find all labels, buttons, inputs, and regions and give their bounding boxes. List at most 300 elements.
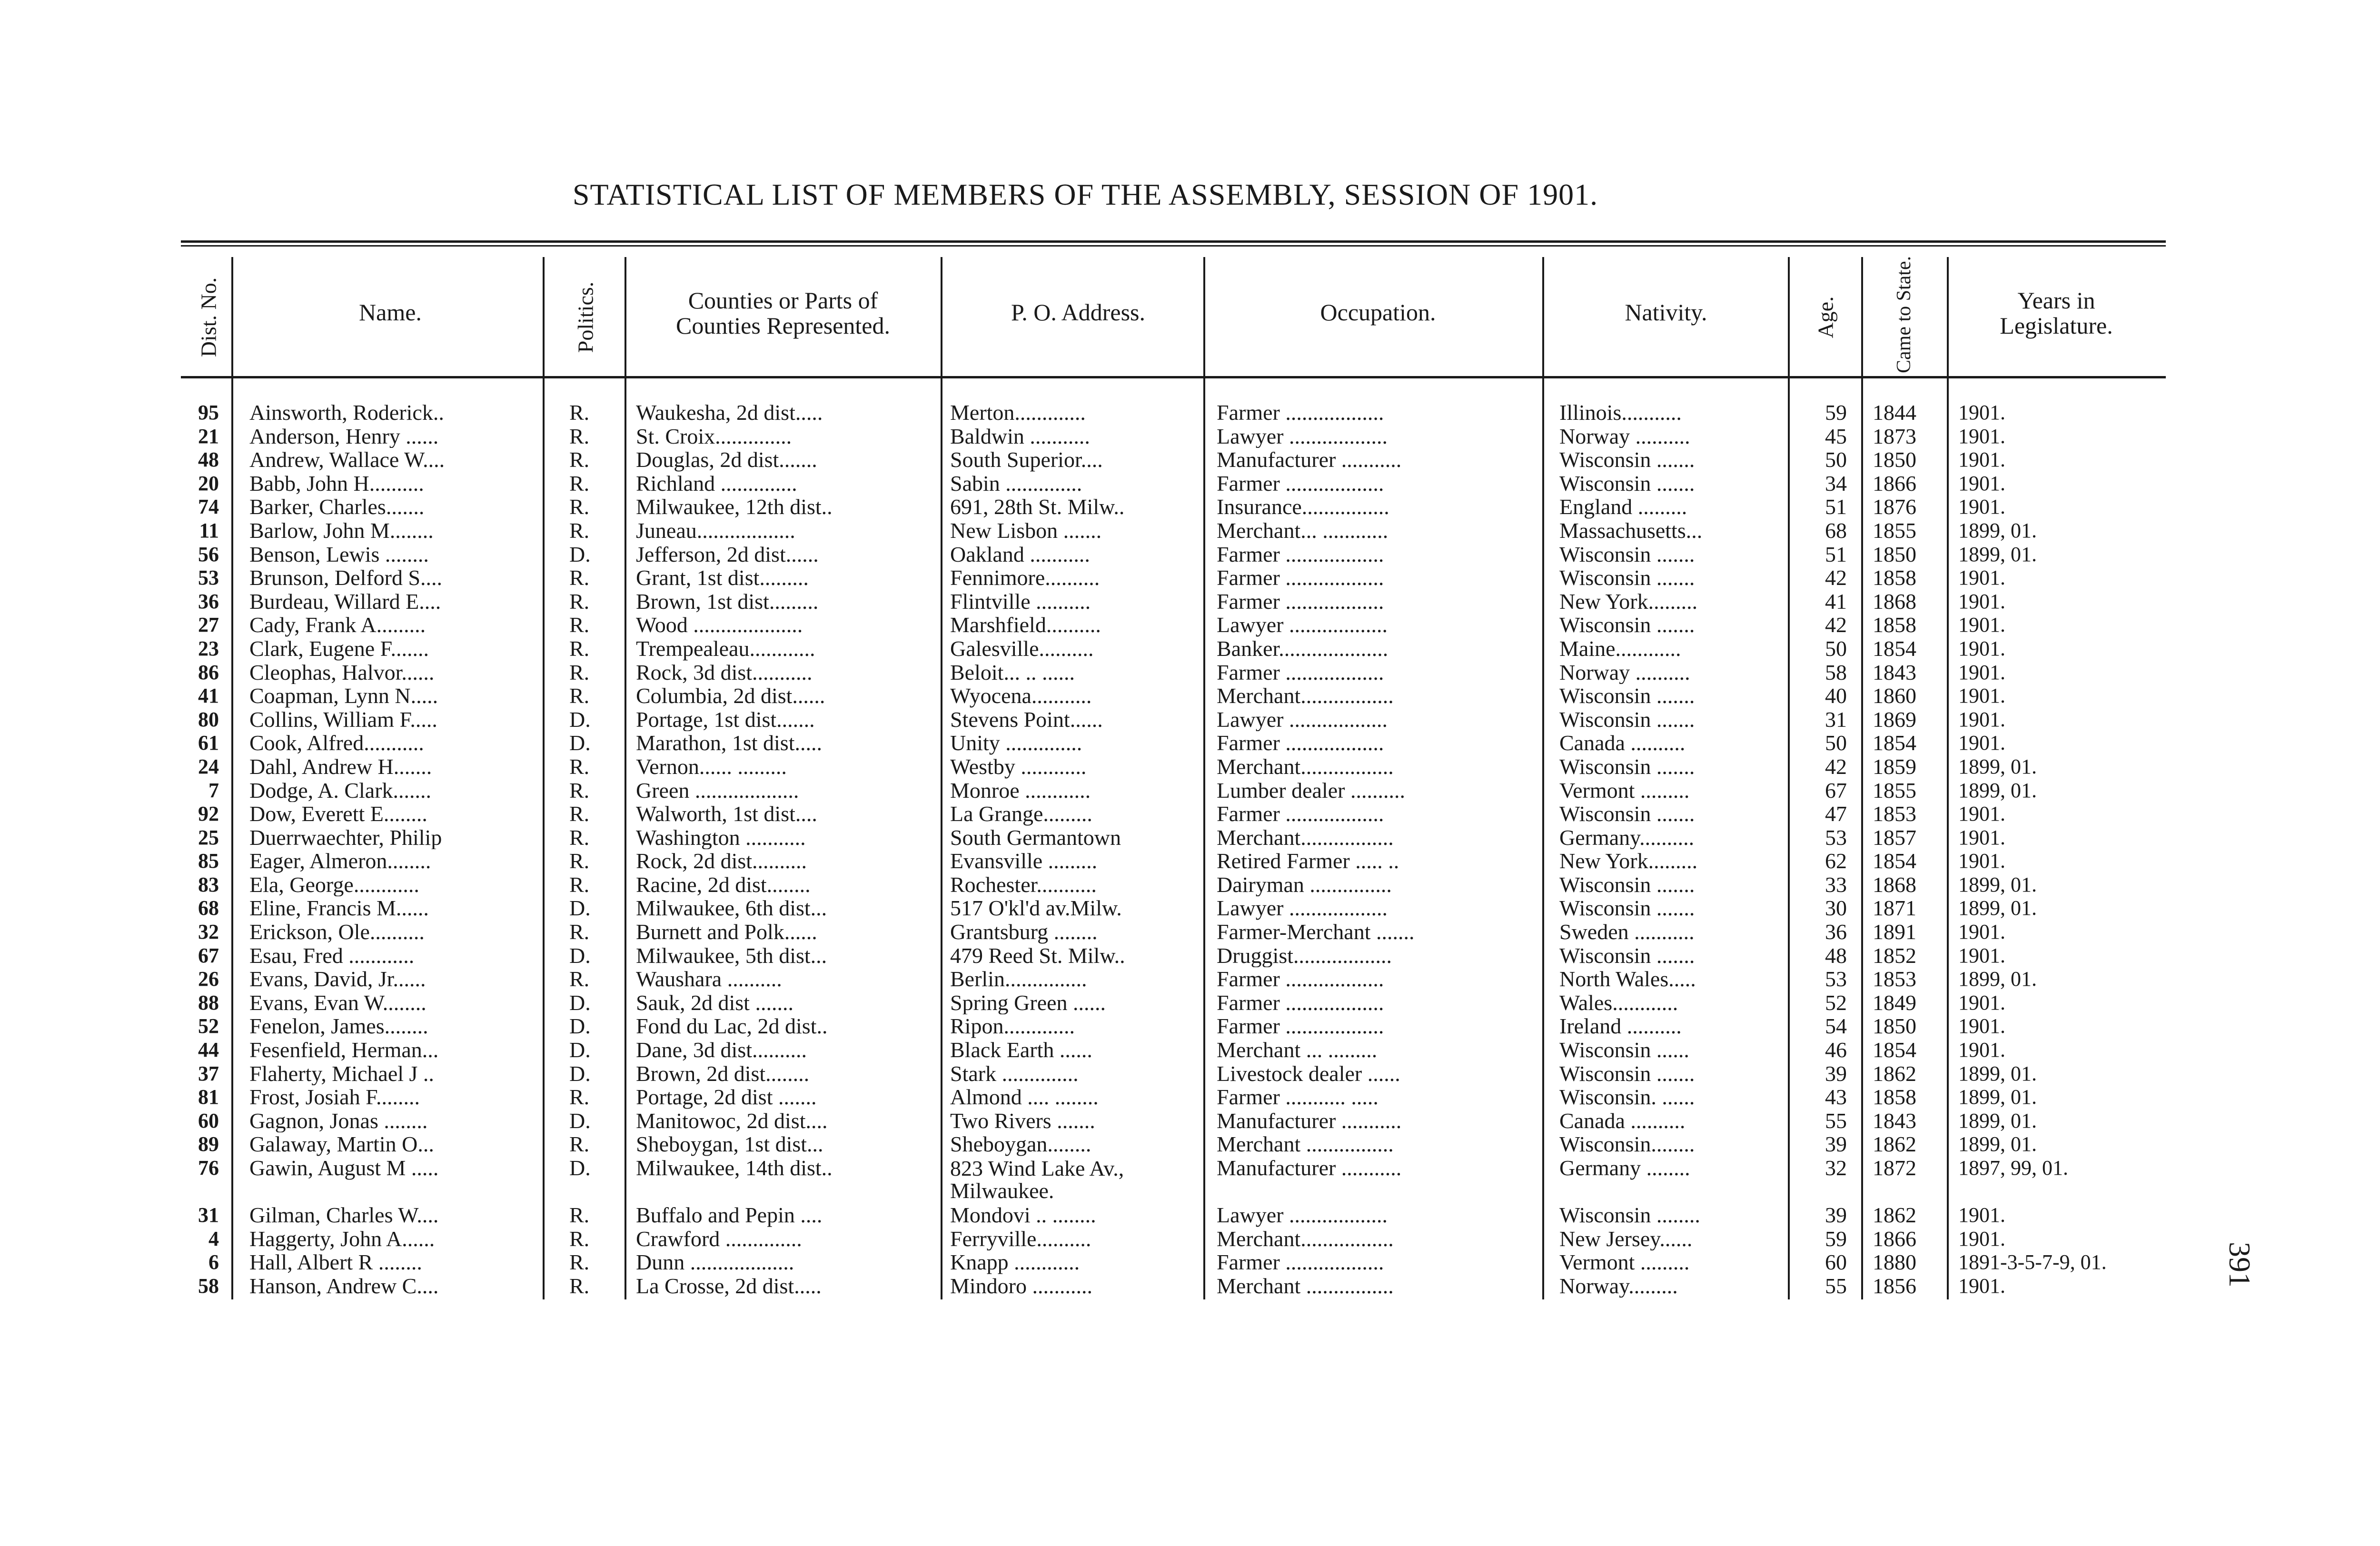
nativity: Wisconsin ....... [1559, 542, 1695, 566]
age: 30 [1825, 896, 1847, 921]
age: 53 [1825, 825, 1847, 850]
occupation: Lawyer .................. [1217, 896, 1388, 921]
po-address: Wyocena........... [950, 684, 1092, 708]
came-to-state: 1872 [1873, 1156, 1916, 1180]
district-number: 21 [198, 424, 219, 448]
age: 52 [1825, 991, 1847, 1015]
member-name: Coapman, Lynn N..... [249, 684, 438, 708]
district-number: 48 [198, 448, 219, 472]
member-name: Anderson, Henry ...... [249, 424, 439, 448]
page-title: STATISTICAL LIST OF MEMBERS OF THE ASSEMBLY, SESSION OF 1901. [572, 178, 1598, 211]
po-address: Flintville .......... [950, 589, 1091, 614]
years-in-legislature: 1901. [1958, 802, 2005, 826]
member-name: Brunson, Delford S.... [249, 566, 443, 590]
age: 68 [1825, 518, 1847, 543]
po-address: Unity .............. [950, 731, 1082, 755]
member-name: Dodge, A. Clark....... [249, 778, 432, 803]
occupation: Farmer .................. [1217, 1250, 1384, 1274]
table-row [0, 1109, 2380, 1133]
nativity: Germany.......... [1559, 825, 1695, 850]
header-top-rule-2 [181, 245, 2166, 247]
age: 43 [1825, 1085, 1847, 1109]
po-address: Baldwin ........... [950, 424, 1090, 448]
years-in-legislature: 1901. [1958, 448, 2005, 472]
occupation: Lawyer .................. [1217, 613, 1388, 637]
occupation: Merchant................. [1217, 684, 1394, 708]
po-address: Grantsburg ........ [950, 920, 1098, 944]
member-name: Clark, Eugene F....... [249, 636, 429, 661]
politics: R. [569, 471, 590, 496]
member-name: Eline, Francis M...... [249, 896, 429, 921]
district-number: 53 [198, 566, 219, 590]
occupation: Manufacturer ........... [1217, 1156, 1402, 1180]
counties-represented: Green ................... [636, 778, 799, 803]
politics: R. [569, 589, 590, 614]
po-address: 517 O'kl'd av.Milw. [950, 896, 1122, 921]
nativity: New York......... [1559, 849, 1698, 873]
counties-represented: Dane, 3d dist.......... [636, 1038, 807, 1062]
po-address: Mondovi .. ........ [950, 1203, 1096, 1227]
came-to-state: 1854 [1873, 731, 1916, 755]
counties-represented: Milwaukee, 6th dist... [636, 896, 827, 921]
header-nativity: Nativity. [1625, 299, 1707, 326]
nativity: Vermont ......... [1559, 778, 1690, 803]
po-address: Almond .... ........ [950, 1085, 1099, 1109]
table-row [0, 1132, 2380, 1156]
occupation: Farmer .................. [1217, 731, 1384, 755]
politics: D. [569, 1061, 591, 1086]
district-number: 25 [198, 825, 219, 849]
occupation: Farmer .................. [1217, 471, 1384, 496]
counties-represented: Grant, 1st dist......... [636, 566, 809, 590]
po-address: Beloit... .. ...... [950, 660, 1075, 684]
table-row [0, 967, 2380, 991]
counties-represented: Brown, 1st dist......... [636, 589, 819, 614]
member-name: Esau, Fred ............ [249, 943, 415, 968]
district-number: 11 [199, 518, 219, 542]
nativity: Wisconsin ....... [1559, 684, 1695, 708]
nativity: Wisconsin ....... [1559, 471, 1695, 496]
header-counties: Counties or Parts of Counties Represented. [676, 287, 890, 339]
came-to-state: 1868 [1873, 589, 1916, 614]
po-address: 823 Wind Lake Av., Milwaukee. [950, 1157, 1124, 1202]
district-number: 67 [198, 943, 219, 967]
age: 39 [1825, 1132, 1847, 1156]
table-row [0, 1250, 2380, 1274]
table-row [0, 873, 2380, 897]
table-row [0, 425, 2380, 448]
nativity: Wisconsin. ...... [1559, 1085, 1695, 1109]
district-number: 31 [198, 1203, 219, 1227]
district-number: 6 [208, 1250, 219, 1274]
po-address: 479 Reed St. Milw.. [950, 943, 1125, 968]
table-row [0, 661, 2380, 684]
years-in-legislature: 1901. [1958, 471, 2005, 495]
district-number: 88 [198, 991, 219, 1014]
table-row [0, 495, 2380, 519]
politics: R. [569, 754, 590, 779]
member-name: Gagnon, Jonas ........ [249, 1109, 428, 1133]
district-number: 95 [198, 401, 219, 424]
table-row [0, 944, 2380, 968]
politics: R. [569, 1132, 590, 1156]
member-name: Fesenfield, Herman... [249, 1038, 439, 1062]
politics: R. [569, 518, 590, 543]
counties-represented: Portage, 1st dist....... [636, 707, 815, 732]
counties-represented: Walworth, 1st dist.... [636, 802, 817, 826]
came-to-state: 1843 [1873, 1109, 1916, 1133]
occupation: Farmer .................. [1217, 802, 1384, 826]
came-to-state: 1855 [1873, 518, 1916, 543]
came-to-state: 1859 [1873, 754, 1916, 779]
table-row [0, 566, 2380, 590]
district-number: 89 [198, 1132, 219, 1156]
counties-represented: Fond du Lac, 2d dist.. [636, 1014, 828, 1039]
occupation: Banker.................... [1217, 636, 1388, 661]
po-address: Mindoro ........... [950, 1274, 1092, 1298]
po-address: Spring Green ...... [950, 991, 1106, 1015]
district-number: 32 [198, 920, 219, 944]
counties-represented: Jefferson, 2d dist...... [636, 542, 819, 566]
occupation: Farmer .................. [1217, 1014, 1384, 1039]
nativity: Wisconsin ....... [1559, 613, 1695, 637]
years-in-legislature: 1901. [1958, 825, 2005, 849]
came-to-state: 1853 [1873, 802, 1916, 826]
po-address: Westby ............ [950, 754, 1087, 779]
age: 33 [1825, 872, 1847, 897]
po-address: La Grange......... [950, 802, 1092, 826]
po-address: Oakland ........... [950, 542, 1090, 566]
member-name: Dow, Everett E........ [249, 802, 427, 826]
came-to-state: 1850 [1873, 1014, 1916, 1039]
po-address: 691, 28th St. Milw.. [950, 495, 1125, 519]
nativity: Vermont ......... [1559, 1250, 1690, 1274]
occupation: Farmer .................. [1217, 967, 1384, 991]
occupation: Lawyer .................. [1217, 1203, 1388, 1227]
member-name: Cady, Frank A......... [249, 613, 426, 637]
years-in-legislature: 1899, 01. [1958, 518, 2037, 542]
counties-represented: La Crosse, 2d dist..... [636, 1274, 822, 1298]
po-address: South Germantown [950, 825, 1121, 850]
years-in-legislature: 1901. [1958, 566, 2005, 590]
came-to-state: 1871 [1873, 896, 1916, 921]
years-in-legislature: 1899, 01. [1958, 872, 2037, 896]
occupation: Lumber dealer .......... [1217, 778, 1405, 803]
table-row [0, 1156, 2380, 1203]
years-in-legislature: 1901. [1958, 684, 2005, 708]
came-to-state: 1843 [1873, 660, 1916, 684]
years-in-legislature: 1899, 01. [1958, 1085, 2037, 1109]
po-address: Galesville.......... [950, 636, 1094, 661]
came-to-state: 1849 [1873, 991, 1916, 1015]
po-address: Ferryville.......... [950, 1227, 1091, 1251]
came-to-state: 1854 [1873, 636, 1916, 661]
age: 51 [1825, 495, 1847, 519]
member-name: Gawin, August M ..... [249, 1156, 439, 1180]
came-to-state: 1876 [1873, 495, 1916, 519]
table-row [0, 708, 2380, 732]
member-name: Benson, Lewis ........ [249, 542, 429, 566]
politics: R. [569, 967, 590, 991]
district-number: 37 [198, 1061, 219, 1085]
age: 59 [1825, 1227, 1847, 1251]
occupation: Livestock dealer ...... [1217, 1061, 1400, 1086]
came-to-state: 1858 [1873, 613, 1916, 637]
nativity: Ireland .......... [1559, 1014, 1682, 1039]
district-number: 58 [198, 1274, 219, 1298]
po-address: Sheboygan........ [950, 1132, 1091, 1156]
district-number: 92 [198, 802, 219, 826]
age: 67 [1825, 778, 1847, 803]
district-number: 56 [198, 542, 219, 566]
occupation: Farmer .................. [1217, 660, 1384, 684]
occupation: Merchant................. [1217, 754, 1394, 779]
table-row [0, 849, 2380, 873]
age: 39 [1825, 1203, 1847, 1227]
nativity: Wisconsin ....... [1559, 448, 1695, 472]
po-address: Fennimore.......... [950, 566, 1100, 590]
occupation: Merchant ... ......... [1217, 1038, 1378, 1062]
nativity: Wisconsin ....... [1559, 1061, 1695, 1086]
member-name: Hall, Albert R ........ [249, 1250, 422, 1274]
po-address: Berlin............... [950, 967, 1087, 991]
came-to-state: 1858 [1873, 1085, 1916, 1109]
politics: R. [569, 660, 590, 684]
politics: D. [569, 1156, 591, 1180]
politics: D. [569, 943, 591, 968]
occupation: Merchant ................ [1217, 1274, 1394, 1298]
district-number: 44 [198, 1038, 219, 1062]
counties-represented: Portage, 2d dist ....... [636, 1085, 817, 1109]
occupation: Druggist.................. [1217, 943, 1392, 968]
counties-represented: Trempealeau............ [636, 636, 815, 661]
nativity: Norway......... [1559, 1274, 1678, 1298]
age: 42 [1825, 754, 1847, 779]
politics: R. [569, 448, 590, 472]
member-name: Barker, Charles....... [249, 495, 425, 519]
politics: R. [569, 1085, 590, 1109]
nativity: North Wales..... [1559, 967, 1696, 991]
came-to-state: 1850 [1873, 448, 1916, 472]
counties-represented: Rock, 2d dist.......... [636, 849, 807, 873]
occupation: Manufacturer ........... [1217, 1109, 1402, 1133]
member-name: Cleophas, Halvor...... [249, 660, 435, 684]
counties-represented: Sauk, 2d dist ....... [636, 991, 793, 1015]
district-number: 61 [198, 731, 219, 755]
table-row [0, 991, 2380, 1015]
counties-represented: Washington ........... [636, 825, 806, 850]
district-number: 60 [198, 1109, 219, 1132]
politics: R. [569, 1250, 590, 1274]
came-to-state: 1852 [1873, 943, 1916, 968]
politics: R. [569, 613, 590, 637]
district-number: 74 [198, 495, 219, 519]
occupation: Dairyman ............... [1217, 872, 1392, 897]
politics: R. [569, 424, 590, 448]
age: 40 [1825, 684, 1847, 708]
politics: R. [569, 872, 590, 897]
district-number: 23 [198, 636, 219, 660]
po-address: Ripon............. [950, 1014, 1075, 1039]
years-in-legislature: 1901. [1958, 1014, 2005, 1038]
district-number: 86 [198, 660, 219, 684]
po-address: Black Earth ...... [950, 1038, 1092, 1062]
years-in-legislature: 1901. [1958, 731, 2005, 755]
member-name: Andrew, Wallace W.... [249, 448, 445, 472]
politics: D. [569, 707, 591, 732]
counties-represented: Crawford .............. [636, 1227, 802, 1251]
table-row [0, 1062, 2380, 1086]
years-in-legislature: 1901. [1958, 1274, 2005, 1298]
age: 45 [1825, 424, 1847, 448]
occupation: Farmer .................. [1217, 542, 1384, 566]
came-to-state: 1856 [1873, 1274, 1916, 1298]
member-name: Ainsworth, Roderick.. [249, 401, 444, 425]
age: 60 [1825, 1250, 1847, 1274]
table-row [0, 613, 2380, 637]
occupation: Lawyer .................. [1217, 424, 1388, 448]
district-number: 80 [198, 707, 219, 731]
occupation: Merchant ................ [1217, 1132, 1394, 1156]
header-politics: Politics. [573, 281, 598, 353]
member-name: Dahl, Andrew H....... [249, 754, 432, 779]
po-address: Evansville ......... [950, 849, 1098, 873]
politics: D. [569, 1014, 591, 1039]
nativity: Maine............ [1559, 636, 1681, 661]
po-address: New Lisbon ....... [950, 518, 1102, 543]
occupation: Lawyer .................. [1217, 707, 1388, 732]
table-row [0, 637, 2380, 661]
politics: R. [569, 566, 590, 590]
age: 32 [1825, 1156, 1847, 1180]
district-number: 83 [198, 872, 219, 896]
years-in-legislature: 1899, 01. [1958, 1109, 2037, 1132]
age: 46 [1825, 1038, 1847, 1062]
years-in-legislature: 1899, 01. [1958, 1132, 2037, 1156]
occupation: Farmer .................. [1217, 991, 1384, 1015]
table-row [0, 1038, 2380, 1062]
member-name: Ela, George............ [249, 872, 419, 897]
district-number: 27 [198, 613, 219, 637]
age: 50 [1825, 636, 1847, 661]
years-in-legislature: 1901. [1958, 1203, 2005, 1227]
header-top-rule [181, 240, 2166, 243]
occupation: Retired Farmer ..... .. [1217, 849, 1399, 873]
nativity: Wales............ [1559, 991, 1678, 1015]
counties-represented: Wood .................... [636, 613, 803, 637]
member-name: Babb, John H.......... [249, 471, 424, 496]
age: 39 [1825, 1061, 1847, 1086]
came-to-state: 1850 [1873, 542, 1916, 566]
came-to-state: 1862 [1873, 1203, 1916, 1227]
politics: R. [569, 495, 590, 519]
table-row [0, 1203, 2380, 1227]
age: 48 [1825, 943, 1847, 968]
header-age: Age. [1813, 296, 1838, 338]
nativity: England ......... [1559, 495, 1687, 519]
header-address: P. O. Address. [1011, 299, 1145, 326]
nativity: Wisconsin ....... [1559, 707, 1695, 732]
header-dist-no: Dist. No. [196, 277, 221, 357]
po-address: Merton............. [950, 401, 1086, 425]
table-row [0, 755, 2380, 779]
age: 31 [1825, 707, 1847, 732]
district-number: 85 [198, 849, 219, 873]
nativity: Germany ........ [1559, 1156, 1690, 1180]
age: 55 [1825, 1274, 1847, 1298]
nativity: New York......... [1559, 589, 1698, 614]
po-address: Stevens Point...... [950, 707, 1103, 732]
district-number: 4 [208, 1227, 219, 1250]
nativity: Wisconsin ........ [1559, 1203, 1700, 1227]
nativity: Wisconsin ....... [1559, 802, 1695, 826]
nativity: Wisconsin ....... [1559, 566, 1695, 590]
nativity: Wisconsin ....... [1559, 896, 1695, 921]
politics: R. [569, 684, 590, 708]
came-to-state: 1880 [1873, 1250, 1916, 1274]
occupation: Merchant... ............ [1217, 518, 1388, 543]
years-in-legislature: 1901. [1958, 589, 2005, 613]
member-name: Evans, David, Jr...... [249, 967, 426, 991]
came-to-state: 1855 [1873, 778, 1916, 803]
age: 62 [1825, 849, 1847, 873]
counties-represented: Juneau.................. [636, 518, 795, 543]
member-name: Burdeau, Willard E.... [249, 589, 441, 614]
years-in-legislature: 1901. [1958, 991, 2005, 1014]
po-address: Two Rivers ....... [950, 1109, 1095, 1133]
member-name: Evans, Evan W........ [249, 991, 426, 1015]
years-in-legislature: 1899, 01. [1958, 967, 2037, 991]
counties-represented: Burnett and Polk...... [636, 920, 817, 944]
nativity: Canada .......... [1559, 1109, 1686, 1133]
came-to-state: 1868 [1873, 872, 1916, 897]
nativity: Wisconsin ....... [1559, 872, 1695, 897]
politics: R. [569, 636, 590, 661]
table-row [0, 590, 2380, 614]
years-in-legislature: 1899, 01. [1958, 896, 2037, 920]
occupation: Farmer .................. [1217, 589, 1384, 614]
header-name: Name. [359, 299, 422, 326]
nativity: Wisconsin ....... [1559, 943, 1695, 968]
district-number: 68 [198, 896, 219, 920]
came-to-state: 1857 [1873, 825, 1916, 850]
table-row [0, 472, 2380, 496]
nativity: Illinois........... [1559, 401, 1682, 425]
counties-represented: Dunn ................... [636, 1250, 794, 1274]
table-row [0, 684, 2380, 708]
occupation: Farmer .................. [1217, 566, 1384, 590]
counties-represented: Manitowoc, 2d dist.... [636, 1109, 828, 1133]
politics: R. [569, 1227, 590, 1251]
counties-represented: Columbia, 2d dist...... [636, 684, 825, 708]
district-number: 52 [198, 1014, 219, 1038]
came-to-state: 1860 [1873, 684, 1916, 708]
table-row [0, 448, 2380, 472]
po-address: Rochester........... [950, 872, 1097, 897]
politics: R. [569, 778, 590, 803]
district-number: 41 [198, 684, 219, 708]
table-row [0, 896, 2380, 920]
counties-represented: St. Croix.............. [636, 424, 792, 448]
counties-represented: Buffalo and Pepin .... [636, 1203, 823, 1227]
age: 53 [1825, 967, 1847, 991]
politics: R. [569, 825, 590, 850]
came-to-state: 1853 [1873, 967, 1916, 991]
age: 58 [1825, 660, 1847, 684]
table-row [0, 731, 2380, 755]
years-in-legislature: 1901. [1958, 707, 2005, 731]
came-to-state: 1854 [1873, 849, 1916, 873]
